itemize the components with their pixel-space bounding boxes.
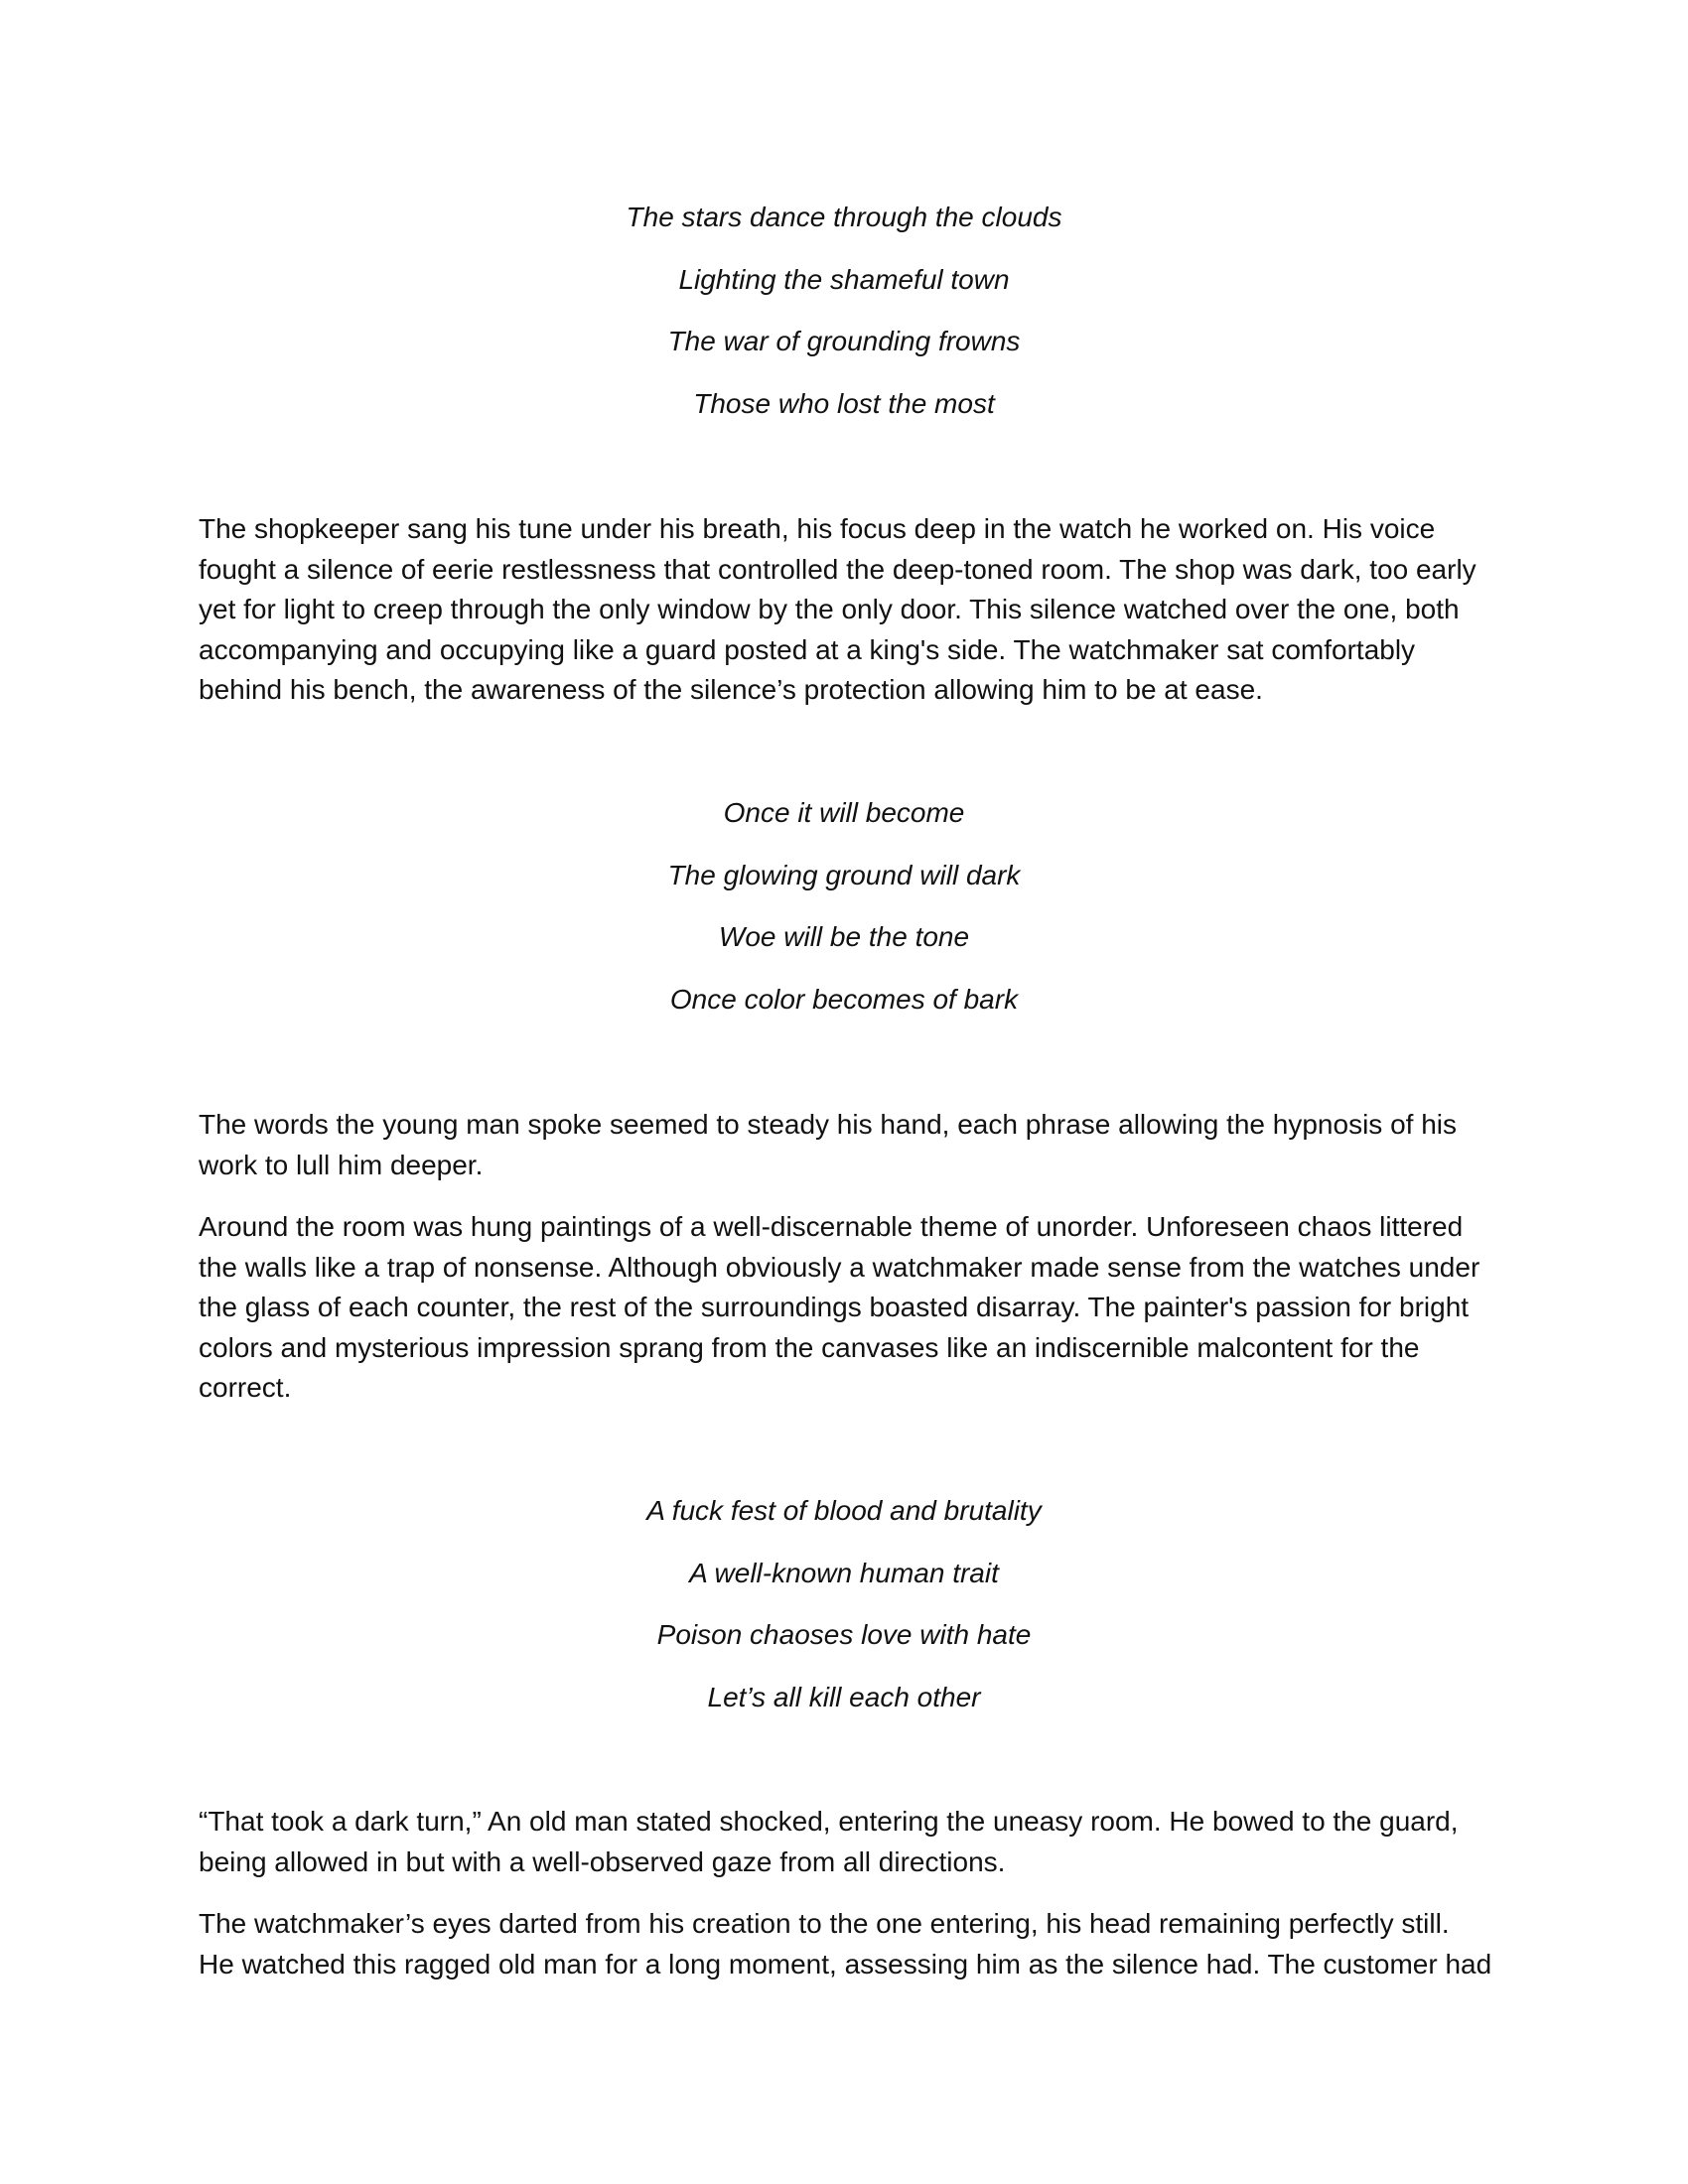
paragraph-line: The watchmaker’s eyes darted from his creation to the one entering, his head remaining perfectly still. [199,1908,1450,1939]
paragraph-line: accompanying and occupying like a guard posted at a king's side. The watchmaker sat comfortably [199,633,1416,665]
paragraph-line: fought a silence of eerie restlessness that controlled the deep-toned room. The shop was dark, too early [199,553,1477,585]
body-paragraph [199,1105,1489,1185]
body-paragraph [199,1802,1489,1882]
paragraph-line: Around the room was hung paintings of a well-discernable theme of unorder. Unforeseen chaos littered [199,1211,1464,1242]
paragraph-line: correct. [199,1372,292,1403]
paragraph-line: The words the young man spoke seemed to steady his hand, each phrase allowing the hypnosis of his [199,1109,1457,1140]
paragraph-line: the walls like a trap of nonsense. Although obviously a watchmaker made sense from the watches under [199,1251,1480,1283]
verse-line: Let’s all kill each other [707,1682,981,1712]
verse-line: Once it will become [723,797,965,828]
body-paragraph [199,1207,1489,1409]
verse-line: Once color becomes of bark [669,984,1019,1015]
paragraph-line: the glass of each counter, the rest of the surroundings boasted disarray. The painter's passion for bright [199,1292,1470,1322]
document-page [199,0,1492,2184]
body-paragraph [199,1904,1492,1984]
verse-line: A well-known human trait [689,1558,999,1588]
body-paragraph [199,509,1489,711]
verse-line: Woe will be the tone [718,921,970,952]
verse-line: A fuck fest of blood and brutality [646,1495,1042,1526]
verse-line: The stars dance through the clouds [626,202,1062,232]
paragraph-line: yet for light to creep through the only window by the only door. This silence watched over the one, both [199,594,1460,624]
paragraph-line: behind his bench, the awareness of the silence’s protection allowing him to be at ease. [199,674,1263,705]
verse-line: Poison chaoses love with hate [656,1619,1032,1650]
paragraph-line: being allowed in but with a well-observed gaze from all directions. [199,1845,1006,1877]
paragraph-line: work to lull him deeper. [199,1149,484,1180]
paragraph-line: He watched this ragged old man for a long moment, assessing him as the silence had. The customer had [199,1948,1492,1979]
paragraph-line: “That took a dark turn,” An old man stated shocked, entering the uneasy room. He bowed to the guard, [199,1806,1459,1837]
verse-line: Lighting the shameful town [678,264,1010,295]
paragraph-line: colors and mysterious impression sprang from the canvases like an indiscernible malcontent for the [199,1331,1420,1363]
paragraph-line: The shopkeeper sang his tune under his breath, his focus deep in the watch he worked on. His voice [199,513,1436,544]
verse-line: The war of grounding frowns [667,326,1021,356]
verse-line: Those who lost the most [693,388,995,419]
verse-line: The glowing ground will dark [667,860,1021,890]
